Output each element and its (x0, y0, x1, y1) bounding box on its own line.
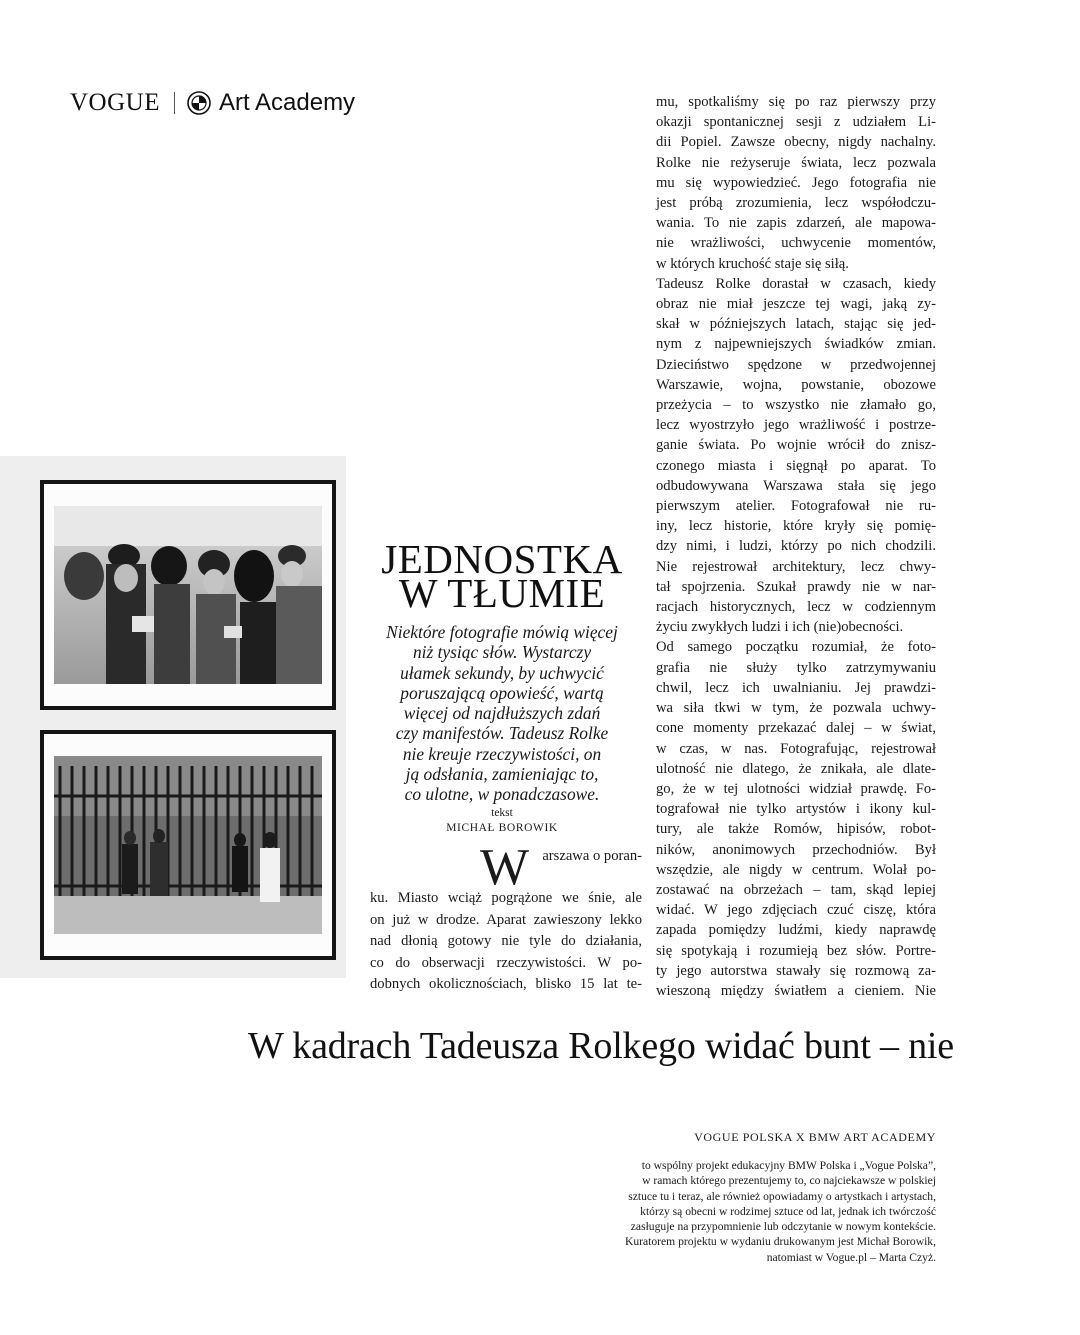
footer-line: w ramach którego prezentujemy to, co najciekawsze w polskiej (642, 1174, 936, 1188)
footer-title: VOGUE POLSKA X BMW ART ACADEMY (694, 1130, 936, 1144)
lead-line: więcej od najdłuższych zdań (403, 703, 601, 724)
body-line: okazji spontanicznej sesji z udziałem Li- (656, 114, 936, 131)
photo-fence (54, 756, 322, 934)
framed-photo-crowd (40, 480, 336, 710)
body-line: życiu zwykłych ludzi i ich (nie)obecności. (656, 619, 904, 636)
headline-line: JEDNOSTKA (381, 536, 623, 582)
body-line: nad dłonią gotowy nie tyle do działania, (370, 933, 642, 950)
body-line: ników, anonimowych przechodniów. Był (656, 841, 936, 858)
body-column-right (656, 92, 936, 1001)
body-line: racjach historycznych, lecz w codziennym (656, 599, 936, 616)
masthead-divider (174, 92, 175, 114)
bmw-roundel-icon (187, 91, 211, 115)
body-line: co do obserwacji rzeczywistości. W po- (370, 954, 642, 971)
body-line: mu, spotkaliśmy się po raz pierwszy przy (656, 94, 936, 110)
lead-line: ułamek sekundy, by uchwycić (400, 662, 604, 683)
framed-photo-fence (40, 730, 336, 960)
article-headline (370, 536, 634, 616)
body-line: pierwszym atelier. Fotografował nie ru- (656, 498, 936, 515)
lead-line: niż tysiąc słów. Wystarczy (412, 642, 592, 663)
body-line: chwil, lecz ich uwalnianiu. Jej prawdzi- (656, 679, 936, 696)
body-line: arszawa o poran- (542, 848, 642, 864)
lead-line: co ulotne, w ponadczasowe. (404, 784, 600, 805)
body-line: dobnych okolicznościach, blisko 15 lat te- (370, 976, 642, 993)
body-line: tografował nie tylko artystów i ikony kul- (656, 801, 936, 818)
body-line: przeżycia – to wszystko nie złamało go, (656, 397, 936, 414)
lead-line: czy manifestów. Tadeusz Rolke (395, 723, 609, 744)
body-line: w czas, w nas. Fotografując, rejestrował (656, 740, 936, 757)
masthead (70, 86, 355, 120)
body-line: wa siła tkwi w tym, że pozwala uchwy- (656, 700, 936, 717)
gallery-photo (0, 456, 346, 978)
body-line: tał spojrzenia. Szukał prawdy nie w nar- (656, 578, 936, 595)
body-line: Rolke nie reżyseruje świata, lecz pozwala (656, 154, 936, 171)
body-line: ganie świata. Po wojnie wrócił do znisz- (656, 437, 936, 454)
lead-line: Niektóre fotografie mówią więcej (386, 622, 618, 642)
body-line: Od samego początku rozumiał, że foto- (656, 639, 936, 656)
headline-line: W TŁUMIE (398, 570, 606, 616)
body-line: czonego miasta i sięgnął po aparat. To (656, 457, 936, 474)
body-line: widać. W jego zdjęciach czuć ciszę, która (656, 902, 936, 919)
body-line: dzy nimi, i ludzi, którzy po nich chodzili. (656, 538, 936, 555)
body-line: on już w drodze. Aparat zawieszony lekko (370, 911, 642, 928)
footer-line: to wspólny projekt edukacyjny BMW Polska i „Vogue Polska”, (641, 1159, 936, 1172)
byline-label: tekst (491, 807, 513, 819)
body-line: skał w późniejszych latach, stając się jed- (656, 316, 936, 333)
body-line: ty jego autorstwa stawały się rozmową za- (656, 962, 936, 979)
body-line: zostawać na obrzeżach – tam, skąd lepiej (656, 881, 936, 898)
body-line: Warszawie, wojna, powstanie, obozowe (656, 376, 936, 393)
body-line: ulotność nie dlatego, że znikała, ale dlate- (656, 760, 936, 777)
body-line: nie wrażliwości, uchwycenie momentów, (656, 235, 936, 252)
footer-line: Kuratorem projektu w wydaniu drukowanym jest Michał Borowik, (624, 1235, 936, 1249)
body-line: tury, ale także Romów, hipisów, robot- (656, 821, 936, 838)
body-line: Tadeusz Rolke dorastał w czasach, kiedy (656, 275, 936, 292)
footer-line: którzy są obecni w rodzimej sztuce od lat, jednak ich twórczość (640, 1204, 936, 1218)
body-line: ku. Miasto wciąż pogrążone we śnie, ale (370, 890, 642, 906)
lead-line: ją odsłania, zamieniając to, (405, 764, 599, 785)
byline (370, 806, 634, 836)
body-line: mu się wypowiedzieć. Jego fotografia nie (656, 174, 936, 191)
body-line: nym z najpewniejszych świadków zmian. (656, 336, 936, 353)
body-line: w których kruchość staje się siłą. (656, 255, 849, 272)
body-line: obraz nie miał jeszcze tej wagi, jaką zy- (656, 296, 936, 313)
lead-line: nie kreuje rzeczywistości, on (402, 743, 602, 764)
body-line: dii Popiel. Zawsze obecny, nigdy nachalny. (656, 134, 936, 151)
body-line: jest próbą zrozumienia, lecz współodczu- (656, 195, 936, 212)
footer-line: sztuce tu i teraz, ale również opowiadamy o artystkach i artystach, (628, 1189, 936, 1203)
body-line: go, że w tej ulotności widział prawdę. Fo- (656, 780, 936, 797)
body-line: wania. To nie zapis zdarzeń, ale mapowa- (656, 215, 936, 232)
pull-quote: W kadrach Tadeusza Rolkego widać bunt – nie (248, 1025, 954, 1067)
body-line: lecz wyostrzyło jego wrażliwość i postrze- (656, 417, 936, 434)
body-line: cone momenty przekazać dalej – w świat, (656, 720, 936, 737)
body-line: iny, lecz historie, które kryły się pomię- (656, 518, 936, 535)
body-line: wieszoną między światłem a cieniem. Nie (656, 982, 936, 999)
body-line: Nie rejestrował architektury, lecz chwy- (656, 558, 936, 575)
body-line: zapada pomiędzy ludźmi, kiedy naprawdę (656, 922, 936, 939)
body-line: Dzieciństwo spędzone w przedwojennej (656, 356, 936, 373)
body-column-middle (370, 839, 642, 996)
body-line: wszędzie, ale nigdy w centrum. Wolał po- (656, 861, 936, 878)
body-line: odbudowywana Warszawa stała się jego (656, 477, 936, 494)
section-name: Art Academy (219, 89, 356, 116)
vogue-logo: VOGUE (70, 89, 160, 116)
body-line: grafia nie służy tylko zatrzymywaniu (656, 659, 936, 676)
photo-crowd (54, 506, 322, 684)
article-lead (366, 622, 638, 805)
body-line: się spotykają i rozumieją bez słów. Portre- (656, 942, 936, 959)
drop-cap: W (480, 839, 530, 896)
footer-text (520, 1158, 936, 1265)
lead-line: poruszającą opowieść, wartą (400, 682, 604, 703)
footer-line: zasługuje na przypomnienie lub odczytanie w nowym kontekście. (630, 1220, 936, 1234)
byline-author: MICHAŁ BOROWIK (446, 822, 558, 834)
footer-line: natomiast w Vogue.pl – Marta Czyż. (766, 1250, 936, 1264)
